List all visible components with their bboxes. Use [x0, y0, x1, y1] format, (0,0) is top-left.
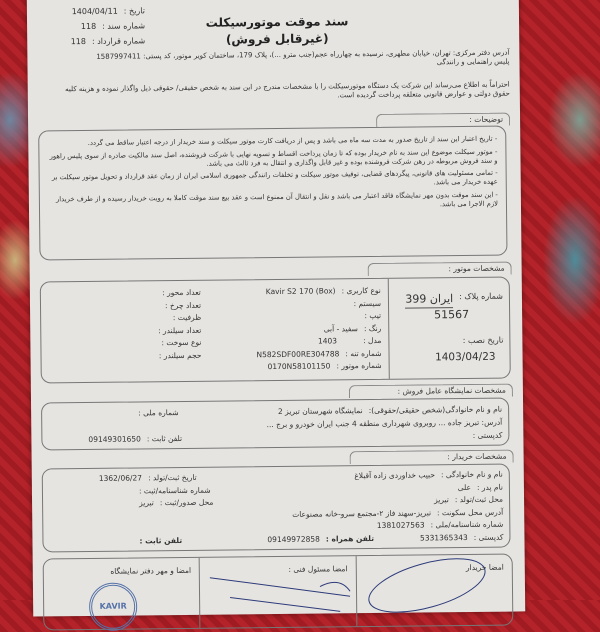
plate-panel — [388, 278, 510, 379]
mobile-label: تلفن همراه : — [326, 532, 374, 545]
field-label: شماره تنه : — [345, 347, 381, 360]
plate-label: شماره پلاک : — [459, 292, 503, 308]
signature-scribble-icon — [356, 554, 517, 616]
buyer-name: حبیب خداوردی زاده آقبلاغ — [354, 469, 435, 482]
field-label: تعداد محور : — [81, 287, 201, 301]
national-label: شماره شناسنامه/ملی : — [431, 519, 504, 532]
field-label: سیستم : — [354, 297, 382, 310]
birth-date-label: تاریخ ثبت/تولد : — [148, 472, 197, 485]
notes-label: توضیحات : — [376, 113, 510, 128]
buyer-signature — [355, 555, 512, 627]
dealer-postal-label: کدپستی : — [473, 429, 503, 442]
field-value: 1403 — [318, 335, 337, 348]
plate-region: ایران 399 — [405, 292, 453, 308]
field-label: شماره موتور : — [336, 360, 381, 373]
father-name: علی — [458, 481, 471, 494]
field-label: ظرفیت : — [81, 312, 201, 326]
address-text: آدرس دفتر مرکزی: تهران، خیابان مطهری، نرسیده به چهارراه عجم(جنب مترو ...)، پلاک 179، ساختمان کویر موتور، کد پستی: 1587997411 — [89, 49, 509, 63]
issue-place: تبریز — [139, 497, 154, 510]
field-label: رنگ : — [364, 322, 381, 335]
dealer-signature — [44, 558, 200, 630]
id-no-label: شماره شناسنامه/ثبت : — [139, 484, 211, 497]
field-value: N582SDF00RE304788 — [256, 348, 339, 361]
note-item: - این سند موقت بدون مهر نمایشگاه فاقد اعتبار می باشد و نقل و انتقال آن ممنوع است و عقد بیع سند موقت کاملا به رویت خریدار رسیده و از طرف خریدار لازم الاجرا می باشد. — [48, 191, 498, 213]
national-id: 1381027563 — [377, 519, 425, 532]
date-value: 1404/04/11 — [72, 4, 118, 19]
dealer-section-label: مشخصات نمایشگاه عامل فروش : — [349, 384, 513, 399]
signatures-box — [43, 554, 514, 631]
engine-fields — [221, 285, 382, 374]
engine-section-label: مشخصات موتور : — [368, 262, 512, 277]
technical-signature — [199, 556, 356, 628]
birth-date: 1362/06/27 — [99, 472, 142, 485]
title: سند موقت موتورسیکلت — [177, 13, 377, 32]
mobile: 09149972858 — [267, 533, 320, 546]
field-value: سفید - آبی — [324, 323, 358, 336]
dealer-phone-label: تلفن ثابت : — [147, 432, 182, 445]
stamp-text: KAVIR — [100, 601, 127, 612]
engine-box — [40, 277, 511, 384]
dealer-phone: 09149301650 — [88, 432, 141, 446]
phone-label: تلفن ثابت : — [139, 534, 182, 547]
document-header — [35, 3, 145, 49]
field-label: نوع سوخت : — [81, 337, 201, 351]
birth-place-label: محل ثبت/تولد : — [455, 494, 503, 507]
engine-extra-fields — [81, 287, 202, 363]
doc-no-value: 118 — [81, 19, 96, 34]
buyer-signature-label: امضا خریدار — [466, 563, 504, 572]
postal-label: کدپستی : — [474, 531, 504, 544]
field-label: نوع کاربری : — [341, 285, 380, 298]
dealer-national-label: شماره ملی : — [138, 406, 179, 419]
install-date-label: تاریخ نصب : — [463, 336, 504, 347]
contract-no-value: 118 — [71, 34, 86, 49]
recipient: پلیس راهنمایی و رانندگی — [89, 58, 509, 72]
technical-signature-label: امضا مسئول فنی : — [288, 564, 347, 574]
install-date: 1403/04/23 — [435, 350, 496, 365]
subtitle: (غیرقابل فروش) — [177, 30, 377, 49]
postal-code: 5331365343 — [420, 532, 468, 545]
note-item: - موتور سیکلت موضوع این سند به نام خریدار بوده که تا زمان پرداخت اقساط و تسویه نهایی با شرکت فروشنده، اصل سند مالکیت صادره از سوی پلیس راهور و سند فروش مربوطه در رهن شرکت فروشنده بوده و غیر قابل واگذاری و انتقال به فرد ثالث می باشد. — [47, 148, 497, 170]
dealer-name: نمایشگاه شهرستان تبریز 2 — [278, 404, 363, 418]
office-address — [89, 49, 509, 72]
note-item: - تمامی مسئولیت های قانونی، پیگردهای قضایی، توقیف موتور سیکلت و تخلفات رانندگی جمهوری اسلامی ایران از زمان عقد قرارداد و تحویل موتور سیکلت بر عهده خریدار می باشد. — [48, 169, 498, 191]
buyer-section-label: مشخصات خریدار : — [350, 450, 514, 465]
field-value: Kavir S2 170 (Box) — [266, 285, 336, 298]
temporary-document — [27, 0, 525, 617]
notes-box — [38, 126, 507, 261]
residence: تبریز-سهند فاز ۲-مجتمع سرو-خانه مصنوعات — [292, 507, 431, 521]
field-label: تیپ : — [364, 310, 381, 323]
field-label: تعداد سیلندر : — [81, 324, 201, 338]
father-label: نام پدر : — [477, 481, 503, 494]
residence-label: آدرس محل سکونت : — [437, 506, 503, 519]
dealer-address: آدرس: تبریز جاده ... روبروی شهرداری منطقه 4 جنب ایران خودرو و برج ... — [48, 416, 502, 434]
buyer-name-label: نام و نام خانوادگی : — [441, 469, 503, 482]
contract-no-label: شماره قرارداد : — [92, 33, 145, 49]
field-label: حجم سیلندر : — [81, 349, 201, 363]
dealer-stamp — [89, 582, 138, 631]
birth-place: تبریز — [434, 494, 449, 507]
intro-paragraph: احتراماً به اطلاع می‌رساند این شرکت یک دستگاه موتورسیکلت را با مشخصات مندرج در این سند به شخص حقیقی/ حقوقی ذیل واگذار نموده و هزینه کلیه حقوق دولتی و عوارض قانونی متعلقه پرداخت گردیده است. — [50, 81, 510, 105]
dealer-box — [41, 398, 509, 451]
field-value: 0170N58101150 — [267, 360, 330, 373]
dealer-signature-label: امضا و مهر دفتر نمایشگاه — [110, 566, 191, 576]
issue-place-label: محل صدور/ثبت : — [160, 497, 214, 510]
note-item: - تاریخ اعتبار این سند از تاریخ صدور به مدت سه ماه می باشد و پس از دریافت کارت موتور سیکلت و سند خریدار از درجه اعتبار ساقط می گردد. — [47, 135, 497, 149]
field-label: مدل : — [363, 335, 381, 348]
doc-no-label: شماره سند : — [102, 18, 145, 33]
signature-scribble-icon — [200, 556, 361, 618]
date-label: تاریخ : — [124, 3, 145, 18]
field-label: تعداد چرخ : — [81, 299, 201, 313]
document-title — [177, 13, 377, 49]
dealer-name-label: نام و نام خانوادگی(شخص حقیقی/حقوقی): — [369, 403, 503, 417]
buyer-box — [42, 464, 511, 553]
plate-number: 51567 — [434, 308, 469, 323]
